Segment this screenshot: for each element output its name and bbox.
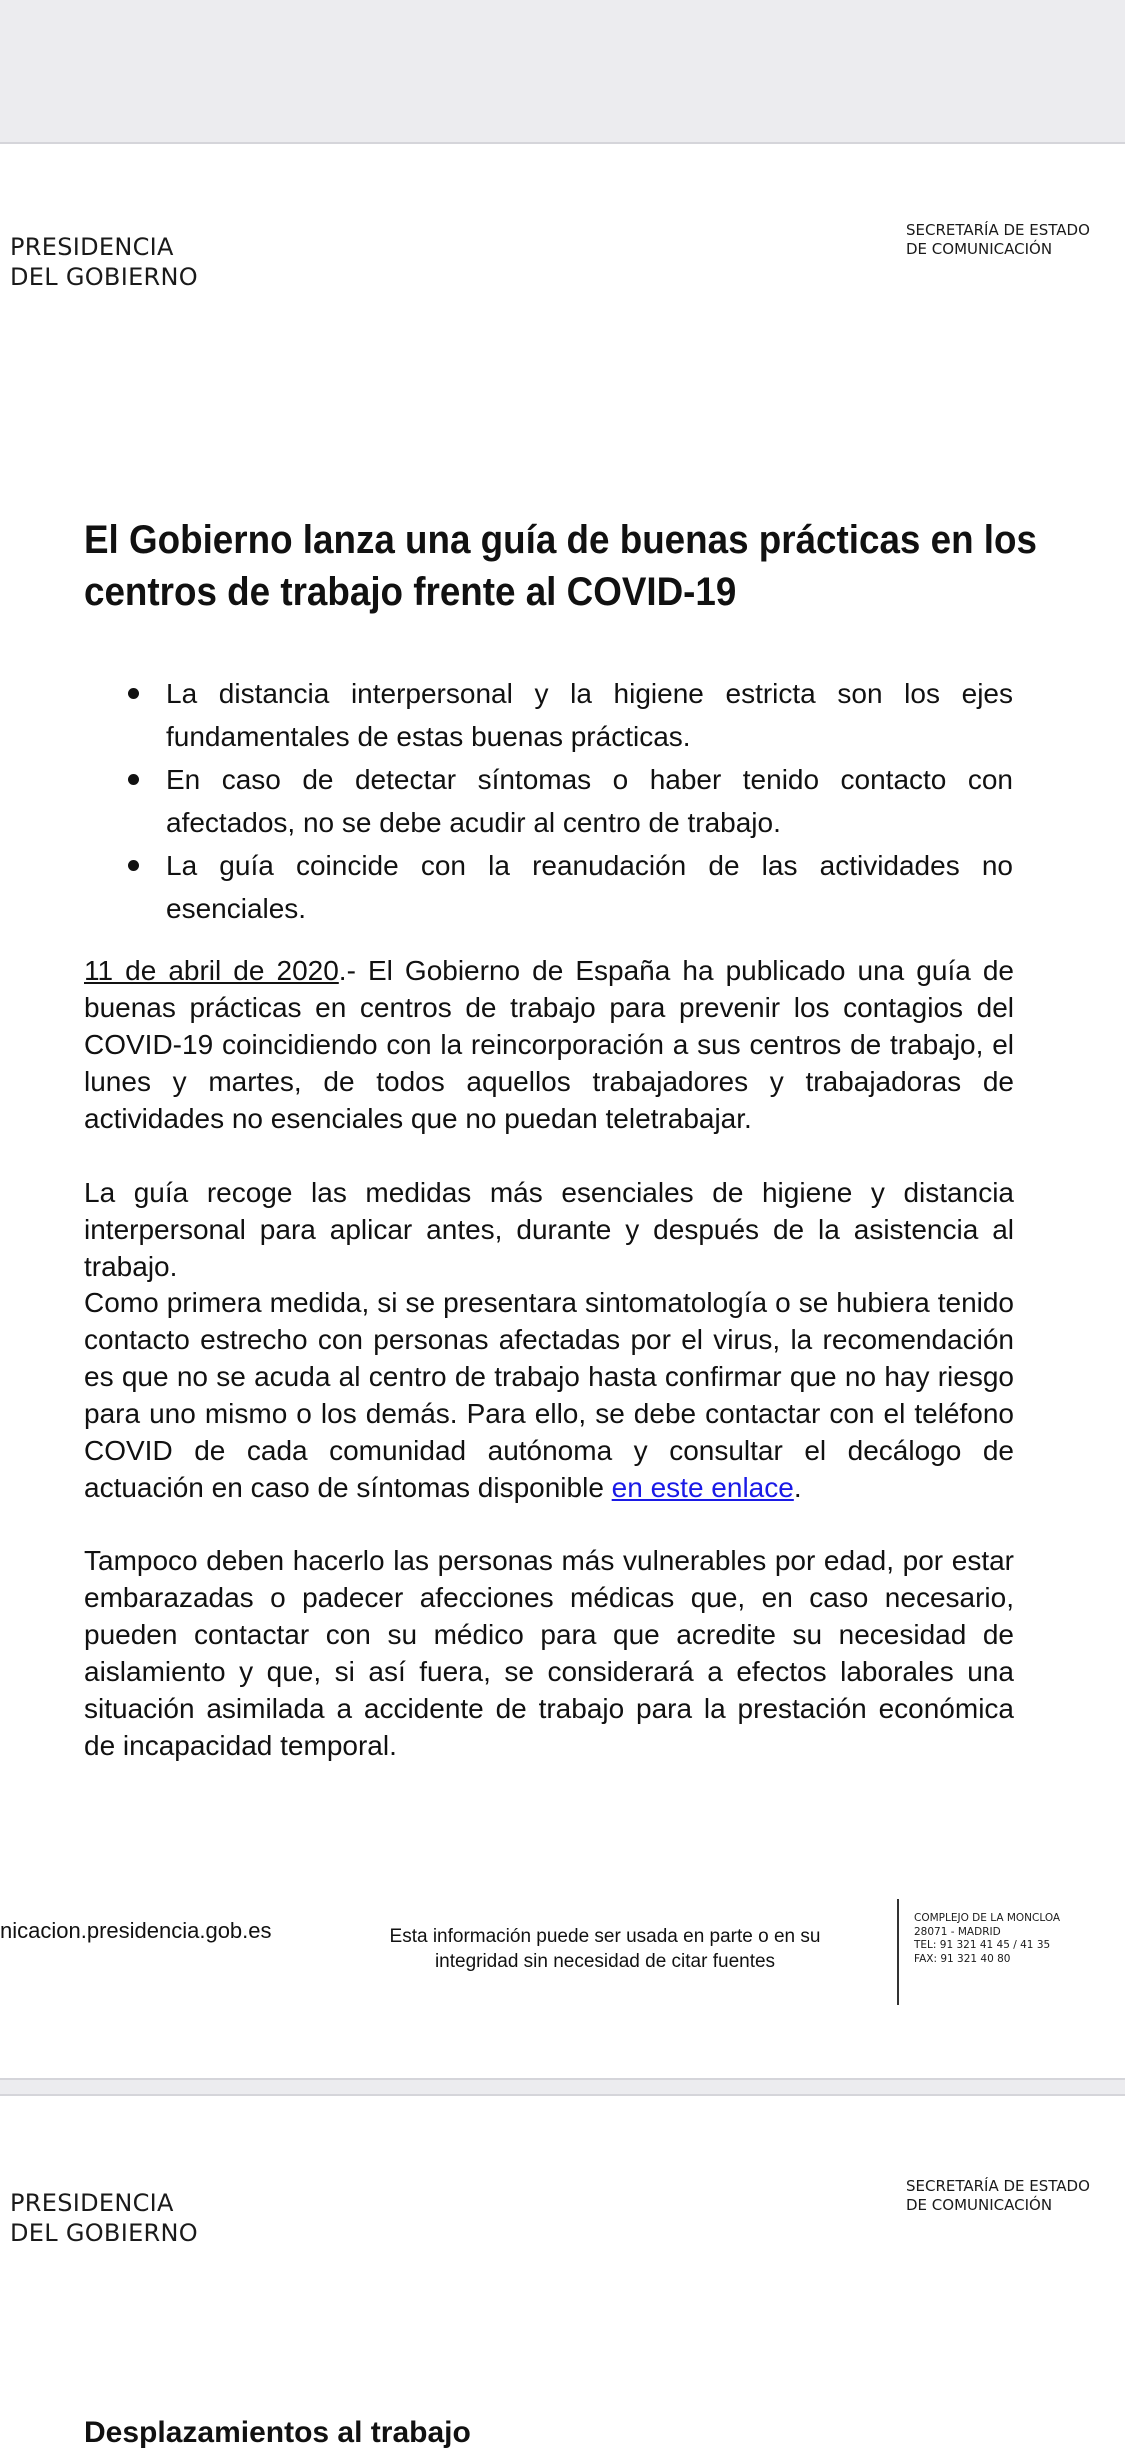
section-heading: Desplazamientos al trabajo <box>84 2416 471 2449</box>
document-page-1 <box>0 142 1125 2080</box>
presidencia-logo-text <box>10 2188 198 2248</box>
secretaria-line-2: DE COMUNICACIÓN <box>906 240 1053 258</box>
bullet-text: La distancia interpersonal y la higiene estricta son los ejes fundamentales de estas buenas prácticas. <box>166 678 1013 752</box>
paragraph-1 <box>84 952 1014 1137</box>
bullet-dot-icon <box>128 774 139 785</box>
footer-address <box>914 1912 1060 1966</box>
bullet-dot-icon <box>128 688 139 699</box>
document-page-2 <box>0 2094 1125 2456</box>
secretaria-header <box>906 221 1090 259</box>
secretaria-line-2: DE COMUNICACIÓN <box>906 2196 1053 2214</box>
bullet-dot-icon <box>128 860 139 871</box>
bullet-text: En caso de detectar síntomas o haber tenido contacto con afectados, no se debe acudir al centro de trabajo. <box>166 764 1013 838</box>
logo-line-2: DEL GOBIERNO <box>10 2219 198 2247</box>
secretaria-line-1: SECRETARÍA DE ESTADO <box>906 221 1090 239</box>
bullet-text: La guía coincide con la reanudación de las actividades no esenciales. <box>166 850 1013 924</box>
secretaria-line-1: SECRETARÍA DE ESTADO <box>906 2177 1090 2195</box>
press-release-title: El Gobierno lanza una guía de buenas prácticas en los centros de trabajo frente al COVID-19 <box>84 518 1037 614</box>
footer-usage-note: Esta información puede ser usada en parte o en su integridad sin necesidad de citar fuentes <box>389 1926 821 1972</box>
address-line: FAX: 91 321 40 80 <box>914 1952 1011 1965</box>
summary-bullet <box>120 844 1013 930</box>
paragraph-2: La guía recoge las medidas más esenciales de higiene y distancia interpersonal para aplicar antes, durante y después de la asistencia al trabajo. <box>84 1177 1014 1282</box>
release-date: 11 de abril de 2020 <box>84 955 339 986</box>
paragraph-4: Tampoco deben hacerlo las personas más vulnerables por edad, por estar embarazadas o padecer afecciones médicas que, en caso necesario, pueden contactar con su médico para que acredite su necesidad de aislamiento y que, si así fuera, se considerará a efectos laborales una situación asimilada a accidente de trabajo para la prestación económica de incapacidad temporal. <box>84 1545 1014 1761</box>
logo-line-1: PRESIDENCIA <box>10 2189 174 2217</box>
logo-line-1: PRESIDENCIA <box>10 233 174 261</box>
summary-bullet <box>120 758 1013 844</box>
presidencia-logo-text <box>10 232 198 292</box>
logo-line-2: DEL GOBIERNO <box>10 263 198 291</box>
secretaria-header <box>906 2177 1090 2215</box>
address-line: COMPLEJO DE LA MONCLOA <box>914 1912 1061 1924</box>
paragraph-3-end: . <box>793 1472 802 1503</box>
paragraph-1-text: .- El Gobierno de España ha publicado una guía de buenas prácticas en centros de trabajo para prevenir los contagios del COVID-19 coincidiendo con la reincorporación a sus centros de trabajo, el lunes y martes, de todos aquellos trabajadores y trabajadoras de actividades no esenciales que no puedan teletrabajar. <box>84 955 1015 1134</box>
summary-bullet <box>120 672 1013 758</box>
decalogo-link[interactable]: en este enlace <box>611 1472 794 1503</box>
summary-bullet-list <box>120 672 1013 930</box>
footer-divider <box>897 1899 899 2005</box>
footer-website: nicacion.presidencia.gob.es <box>0 1918 272 1943</box>
paragraph-3-text: Como primera medida, si se presentara sintomatología o se hubiera tenido contacto estrecho con personas afectadas por el virus, la recomendación es que no se acuda al centro de trabajo hasta confirmar que no hay riesgo para uno mismo o los demás. Para ello, se debe contactar con el teléfono COVID de cada comunidad autónoma y consultar el decálogo de actuación en caso de síntomas disponible <box>84 1287 1014 1503</box>
paragraph-3 <box>84 1284 1014 1506</box>
address-line: TEL: 91 321 41 45 / 41 35 <box>914 1939 1051 1951</box>
address-line: 28071 - MADRID <box>914 1925 1001 1938</box>
